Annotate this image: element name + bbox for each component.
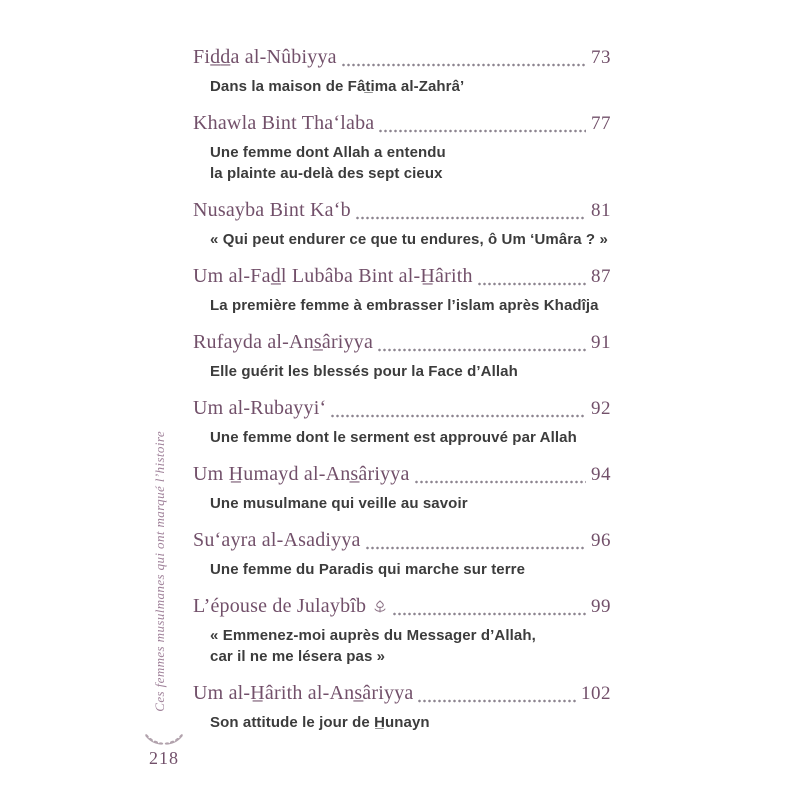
chapter-title: Nusayba Bint Ka‘b [193, 199, 351, 221]
chapter-page-number: 94 [591, 464, 611, 485]
spine-title-text: Ces femmes musulmanes qui ont marqué l’histoire [152, 430, 167, 712]
chapter-subtitle: car il ne me lésera pas » [210, 648, 386, 665]
chapter-subtitle: La première femme à embrasser l’islam après Khadîja [210, 297, 599, 314]
laurel-branches-icon [139, 730, 189, 750]
chapter-page-number: 87 [591, 266, 611, 287]
chapter-title: Su‘ayra al-Asadiyya [193, 529, 361, 551]
chapter-subtitle: Une musulmane qui veille au savoir [210, 495, 468, 512]
chapter-title: Um al-Rubayyi‘ [193, 397, 327, 419]
book-spine-title [148, 428, 172, 714]
dot-leader [331, 414, 586, 418]
page-number: 218 [149, 748, 179, 768]
chapter-subtitle: « Emmenez-moi auprès du Messager d’Allah, [210, 627, 536, 644]
chapter-subtitle: Dans la maison de Fât̲ima al-Zahrâ’ [210, 78, 465, 95]
toc-entry [193, 44, 611, 97]
chapter-subtitle: Son attitude le jour de H̲unayn [210, 714, 430, 731]
chapter-title: L’épouse de Julaybîb [193, 595, 367, 617]
toc-entry [193, 110, 611, 184]
toc-entry [193, 461, 611, 514]
chapter-title: Um al-H̲ârith al-Ans̲âriyya [193, 682, 414, 704]
toc-entry [193, 527, 611, 580]
dot-leader [378, 348, 586, 352]
table-of-contents [193, 44, 611, 746]
toc-entry [193, 680, 611, 733]
toc-entry [193, 329, 611, 382]
chapter-page-number: 92 [591, 398, 611, 419]
toc-entry [193, 395, 611, 448]
chapter-page-number: 96 [591, 530, 611, 551]
dot-leader [379, 129, 586, 133]
chapter-page-number: 99 [591, 596, 611, 617]
chapter-title: Rufayda al-Ans̲âriyya [193, 331, 374, 353]
dot-leader [415, 480, 586, 484]
dot-leader [342, 63, 586, 67]
chapter-page-number: 102 [581, 683, 611, 704]
dot-leader [478, 282, 586, 286]
chapter-title: Khawla Bint Tha‘laba [193, 112, 375, 134]
chapter-page-number: 81 [591, 200, 611, 221]
toc-entry [193, 593, 611, 667]
dot-leader [393, 612, 586, 616]
chapter-subtitle: Une femme dont le serment est approuvé par Allah [210, 429, 577, 446]
chapter-title: Um al-Fad̲l Lubâba Bint al-H̲ârith [193, 265, 473, 287]
chapter-subtitle: la plainte au-delà des sept cieux [210, 165, 443, 182]
chapter-title: Um H̲umayd al-Ans̲âriyya [193, 463, 410, 485]
chapter-page-number: 91 [591, 332, 611, 353]
chapter-subtitle: Une femme du Paradis qui marche sur terre [210, 561, 526, 578]
toc-entry [193, 263, 611, 316]
chapter-title: Fid̲d̲a al-Nûbiyya [193, 46, 337, 68]
calligraphic-honorific-icon [372, 600, 388, 614]
chapter-subtitle: Elle guérit les blessés pour la Face d’Allah [210, 363, 518, 380]
toc-entry [193, 197, 611, 250]
chapter-subtitle: « Qui peut endurer ce que tu endures, ô Um ‘Umâra ? » [210, 231, 608, 248]
dot-leader [366, 546, 586, 550]
dot-leader [418, 699, 576, 703]
chapter-subtitle: Une femme dont Allah a entendu [210, 144, 446, 161]
dot-leader [356, 216, 586, 220]
chapter-page-number: 73 [591, 47, 611, 68]
chapter-page-number: 77 [591, 113, 611, 134]
